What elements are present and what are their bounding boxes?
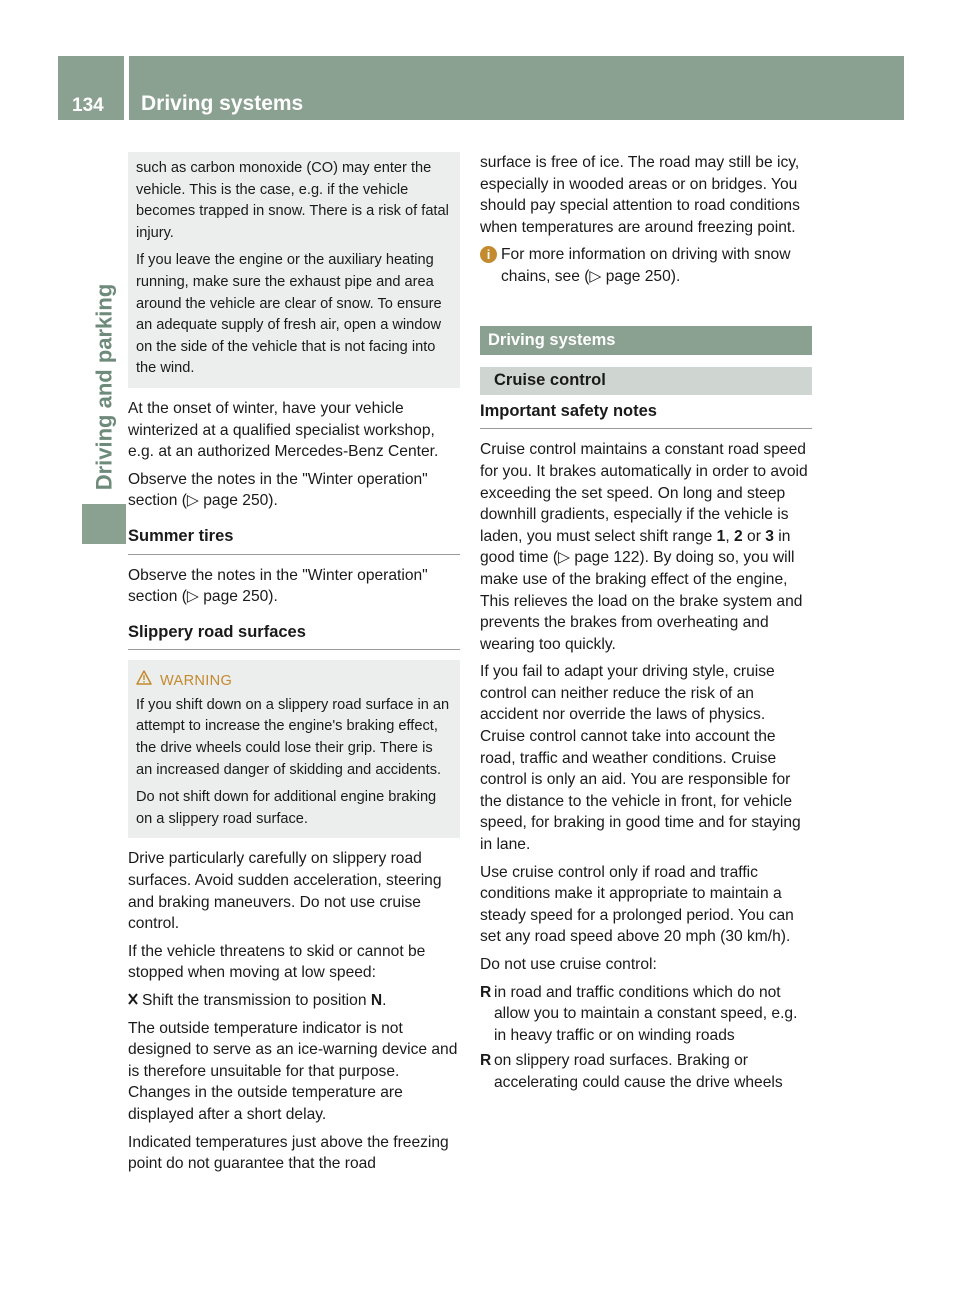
warning-paragraph: If you shift down on a slippery road surface in an attempt to increase the engine's braking effect, the drive wheels could lose their grip. There is an increased danger of skidding and accidents. [136, 696, 450, 778]
subsection-heading: Cruise control [480, 367, 812, 395]
bullet-icon: R [480, 983, 492, 1001]
warning-paragraph: Do not shift down for additional engine braking on a slippery road surface. [136, 789, 437, 827]
warning-label: WARNING [160, 672, 233, 689]
paragraph-winterize: At the onset of winter, have your vehicle winterized at a qualified specialist workshop, e.g. at an authorized Mercedes-Benz Center. [128, 399, 439, 461]
warning-triangle-icon [136, 670, 154, 693]
note-box-continued [128, 152, 460, 388]
warning-heading [136, 670, 452, 693]
paragraph-observe: Observe the notes in the "Winter operation" section (▷ page 250). [128, 470, 428, 510]
info-note [480, 244, 812, 287]
list-item: R in road and traffic conditions which do not allow you to maintain a constant speed, e.g. in heavy traffic or on winding roads [480, 982, 812, 1047]
left-column [128, 152, 460, 1181]
page-title: Driving systems [141, 92, 304, 115]
info-text: For more information on driving with snow chains, see (▷ page 250). [501, 246, 791, 285]
right-column [480, 152, 812, 1098]
heading-safety-notes: Important safety notes [480, 401, 812, 430]
warning-box [128, 660, 460, 838]
note-paragraph: If you leave the engine or the auxiliary heating running, make sure the exhaust pipe and area around the vehicle are clear of snow. To ensure an adequate supply of fresh air, open a window on the side of the vehicle that is not facing into the wind. [136, 252, 442, 377]
side-tab-marker [82, 504, 126, 544]
instruction-step [128, 990, 460, 1012]
paragraph-cruise-3: Use cruise control only if road and traffic conditions make it appropriate to maintain a steady speed for a prolonged period. You can set any road speed above 20 mph (30 km/h). [480, 863, 794, 946]
paragraph-indicator: The outside temperature indicator is not designed to serve as an ice-warning device and is therefore unsuitable for that purpose. Changes in the outside temperature are displayed after a short delay. [128, 1019, 458, 1123]
paragraph-ice: surface is free of ice. The road may still be icy, especially in wooded areas or on bridges. You should pay special attention to road conditions when temperatures are around freezing point. [480, 154, 800, 236]
paragraph-observe: Observe the notes in the "Winter operation" section (▷ page 250). [128, 566, 428, 606]
list-item: R on slippery road surfaces. Braking or accelerating could cause the drive wheels [480, 1050, 812, 1093]
paragraph-drive-carefully: Drive particularly carefully on slippery road surfaces. Avoid sudden acceleration, steering and braking maneuvers. Do not use cruise control. [128, 850, 442, 933]
paragraph-cruise-2: If you fail to adapt your driving style, cruise control can neither reduce the risk of an accident nor override the laws of physics. Cruise control cannot take into account the road, traffic and weather conditions. Cruise control is only an aid. You are responsible for the distance to the vehicle in front, for vehicle speed, for braking in good time and for staying in lane. [480, 663, 801, 854]
bullet-icon: R [480, 1052, 492, 1070]
info-icon: i [480, 246, 497, 263]
paragraph-freezing: Indicated temperatures just above the freezing point do not guarantee that the road [128, 1133, 449, 1173]
step-arrow-icon [128, 990, 142, 1012]
note-paragraph: such as carbon monoxide (CO) may enter the vehicle. This is the case, e.g. if the vehicle becomes trapped in snow. There is a risk of fatal injury. [136, 160, 449, 241]
heading-summer-tires: Summer tires [128, 526, 460, 555]
section-heading: Driving systems [480, 326, 812, 356]
side-tab [82, 282, 126, 492]
paragraph-skid: If the vehicle threatens to skid or cannot be stopped when moving at low speed: [128, 942, 426, 982]
paragraph-cruise-4: Do not use cruise control: [480, 956, 657, 973]
step-text: Shift the transmission to position N. [142, 992, 387, 1009]
page-number: 134 [72, 95, 104, 116]
heading-slippery-roads: Slippery road surfaces [128, 622, 460, 651]
side-tab-label: Driving and parking [91, 283, 116, 491]
paragraph-cruise-1: Cruise control maintains a constant road speed for you. It brakes automatically in order to avoid exceeding the set speed. On long and steep downhill gradients, especially if the vehicle is laden, you must select shift range 1, 2 or 3 in good time (▷ page 122). By doing so, you will make use of the braking effect of the engine, This relieves the load on the brake system and prevents the brakes from overheating and wearing too quickly. [480, 441, 808, 653]
header-divider [124, 56, 129, 120]
